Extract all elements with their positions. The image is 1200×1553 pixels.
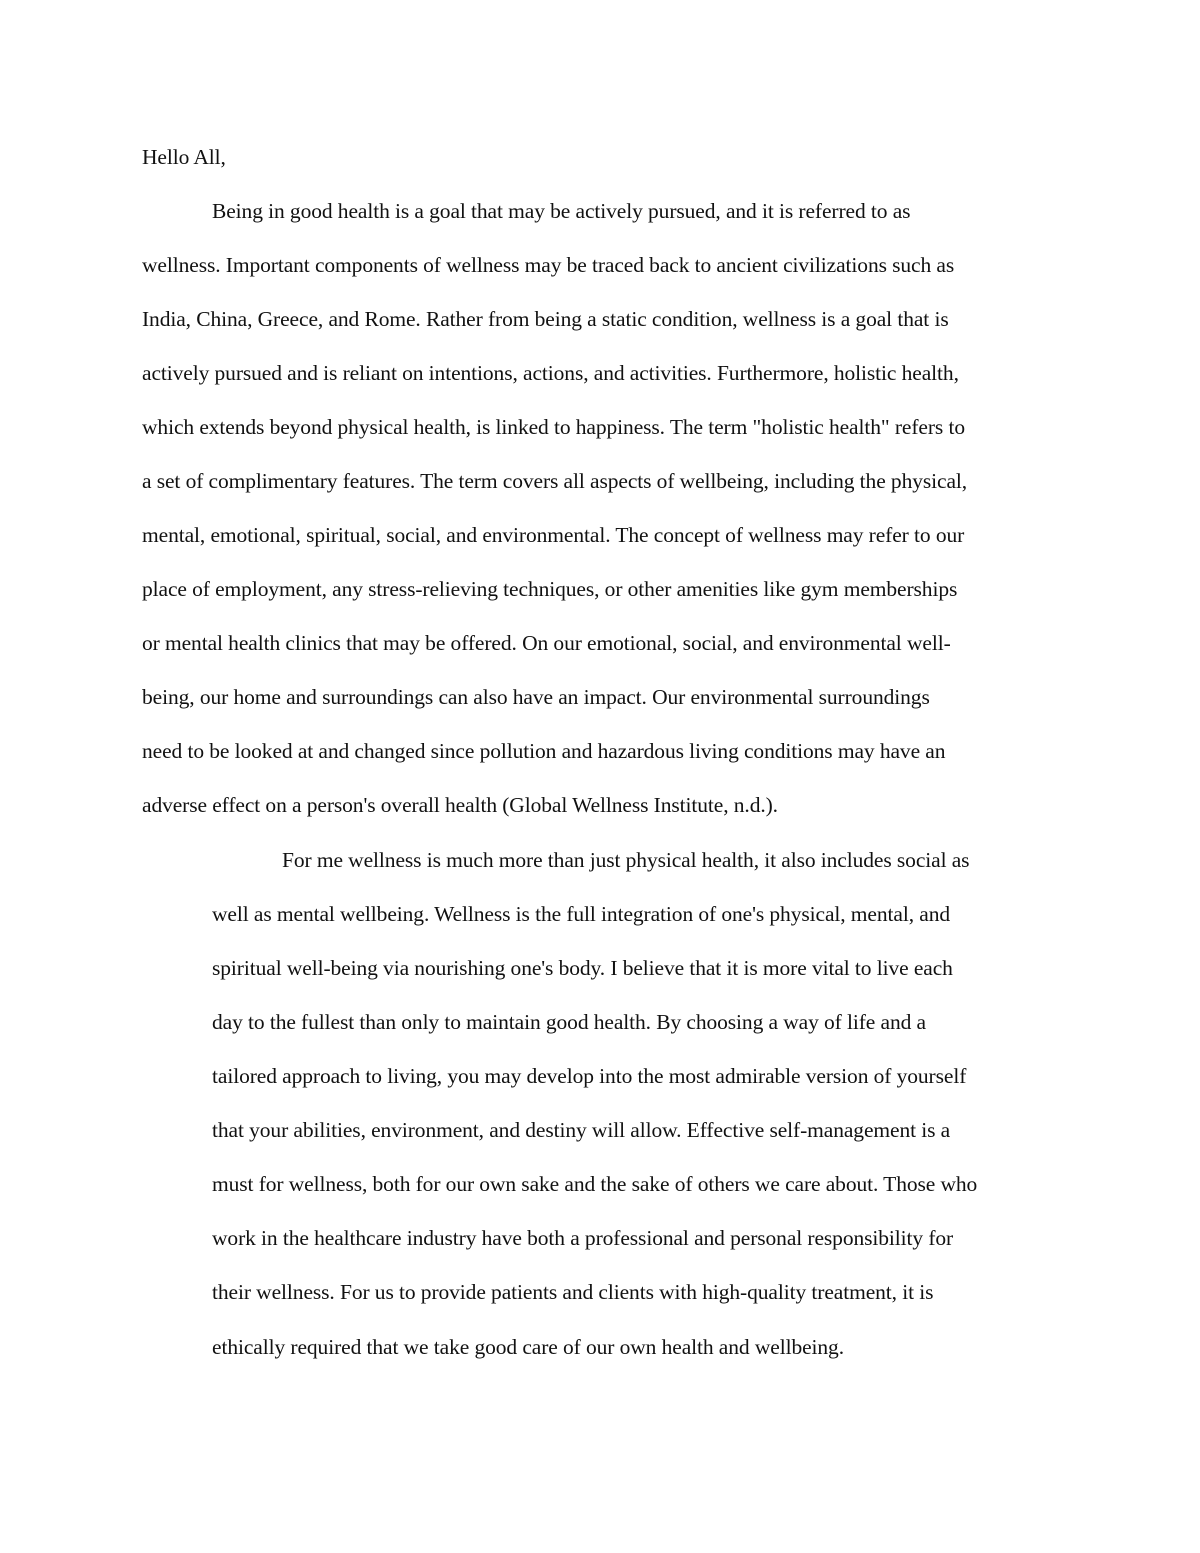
paragraph-2-line: must for wellness, both for our own sake and the sake of others we care about. Those who: [212, 1172, 978, 1196]
paragraph-1-line: need to be looked at and changed since pollution and hazardous living conditions may have an: [142, 739, 946, 763]
paragraph-1-line: a set of complimentary features. The term covers all aspects of wellbeing, including the physical,: [142, 469, 968, 493]
paragraph-2-line: spiritual well-being via nourishing one's body. I believe that it is more vital to live each: [212, 956, 953, 980]
paragraph-1-line: place of employment, any stress-relieving techniques, or other amenities like gym memberships: [142, 577, 958, 601]
paragraph-1-line: wellness. Important components of wellness may be traced back to ancient civilizations such as: [142, 253, 955, 277]
paragraph-1-line: actively pursued and is reliant on intentions, actions, and activities. Furthermore, holistic health,: [142, 361, 959, 385]
paragraph-2-line: tailored approach to living, you may develop into the most admirable version of yourself: [212, 1064, 967, 1088]
paragraph-2-line: work in the healthcare industry have both a professional and personal responsibility for: [212, 1226, 954, 1250]
paragraph-2-line: that your abilities, environment, and destiny will allow. Effective self-management is a: [212, 1118, 951, 1142]
paragraph-1-line: mental, emotional, spiritual, social, and environmental. The concept of wellness may refer to our: [142, 523, 965, 547]
paragraph-1-line: India, China, Greece, and Rome. Rather from being a static condition, wellness is a goal that is: [142, 307, 949, 331]
paragraph-1-line: Being in good health is a goal that may be actively pursued, and it is referred to as: [212, 199, 911, 223]
greeting: Hello All,: [142, 145, 226, 169]
paragraph-1-line: adverse effect on a person's overall health (Global Wellness Institute, n.d.).: [142, 793, 778, 817]
paragraph-1-line: being, our home and surroundings can also have an impact. Our environmental surroundings: [142, 685, 930, 709]
paragraph-2-line: their wellness. For us to provide patients and clients with high-quality treatment, it is: [212, 1280, 934, 1304]
paragraph-1-line: or mental health clinics that may be offered. On our emotional, social, and environmental well-: [142, 631, 951, 655]
paragraph-1-line: which extends beyond physical health, is linked to happiness. The term "holistic health" refers to: [142, 415, 965, 439]
paragraph-2-line: ethically required that we take good care of our own health and wellbeing.: [212, 1335, 844, 1359]
paragraph-2-line: day to the fullest than only to maintain good health. By choosing a way of life and a: [212, 1010, 926, 1034]
paragraph-2-line: well as mental wellbeing. Wellness is the full integration of one's physical, mental, and: [212, 902, 951, 926]
paragraph-2-line: For me wellness is much more than just physical health, it also includes social as: [282, 848, 970, 872]
